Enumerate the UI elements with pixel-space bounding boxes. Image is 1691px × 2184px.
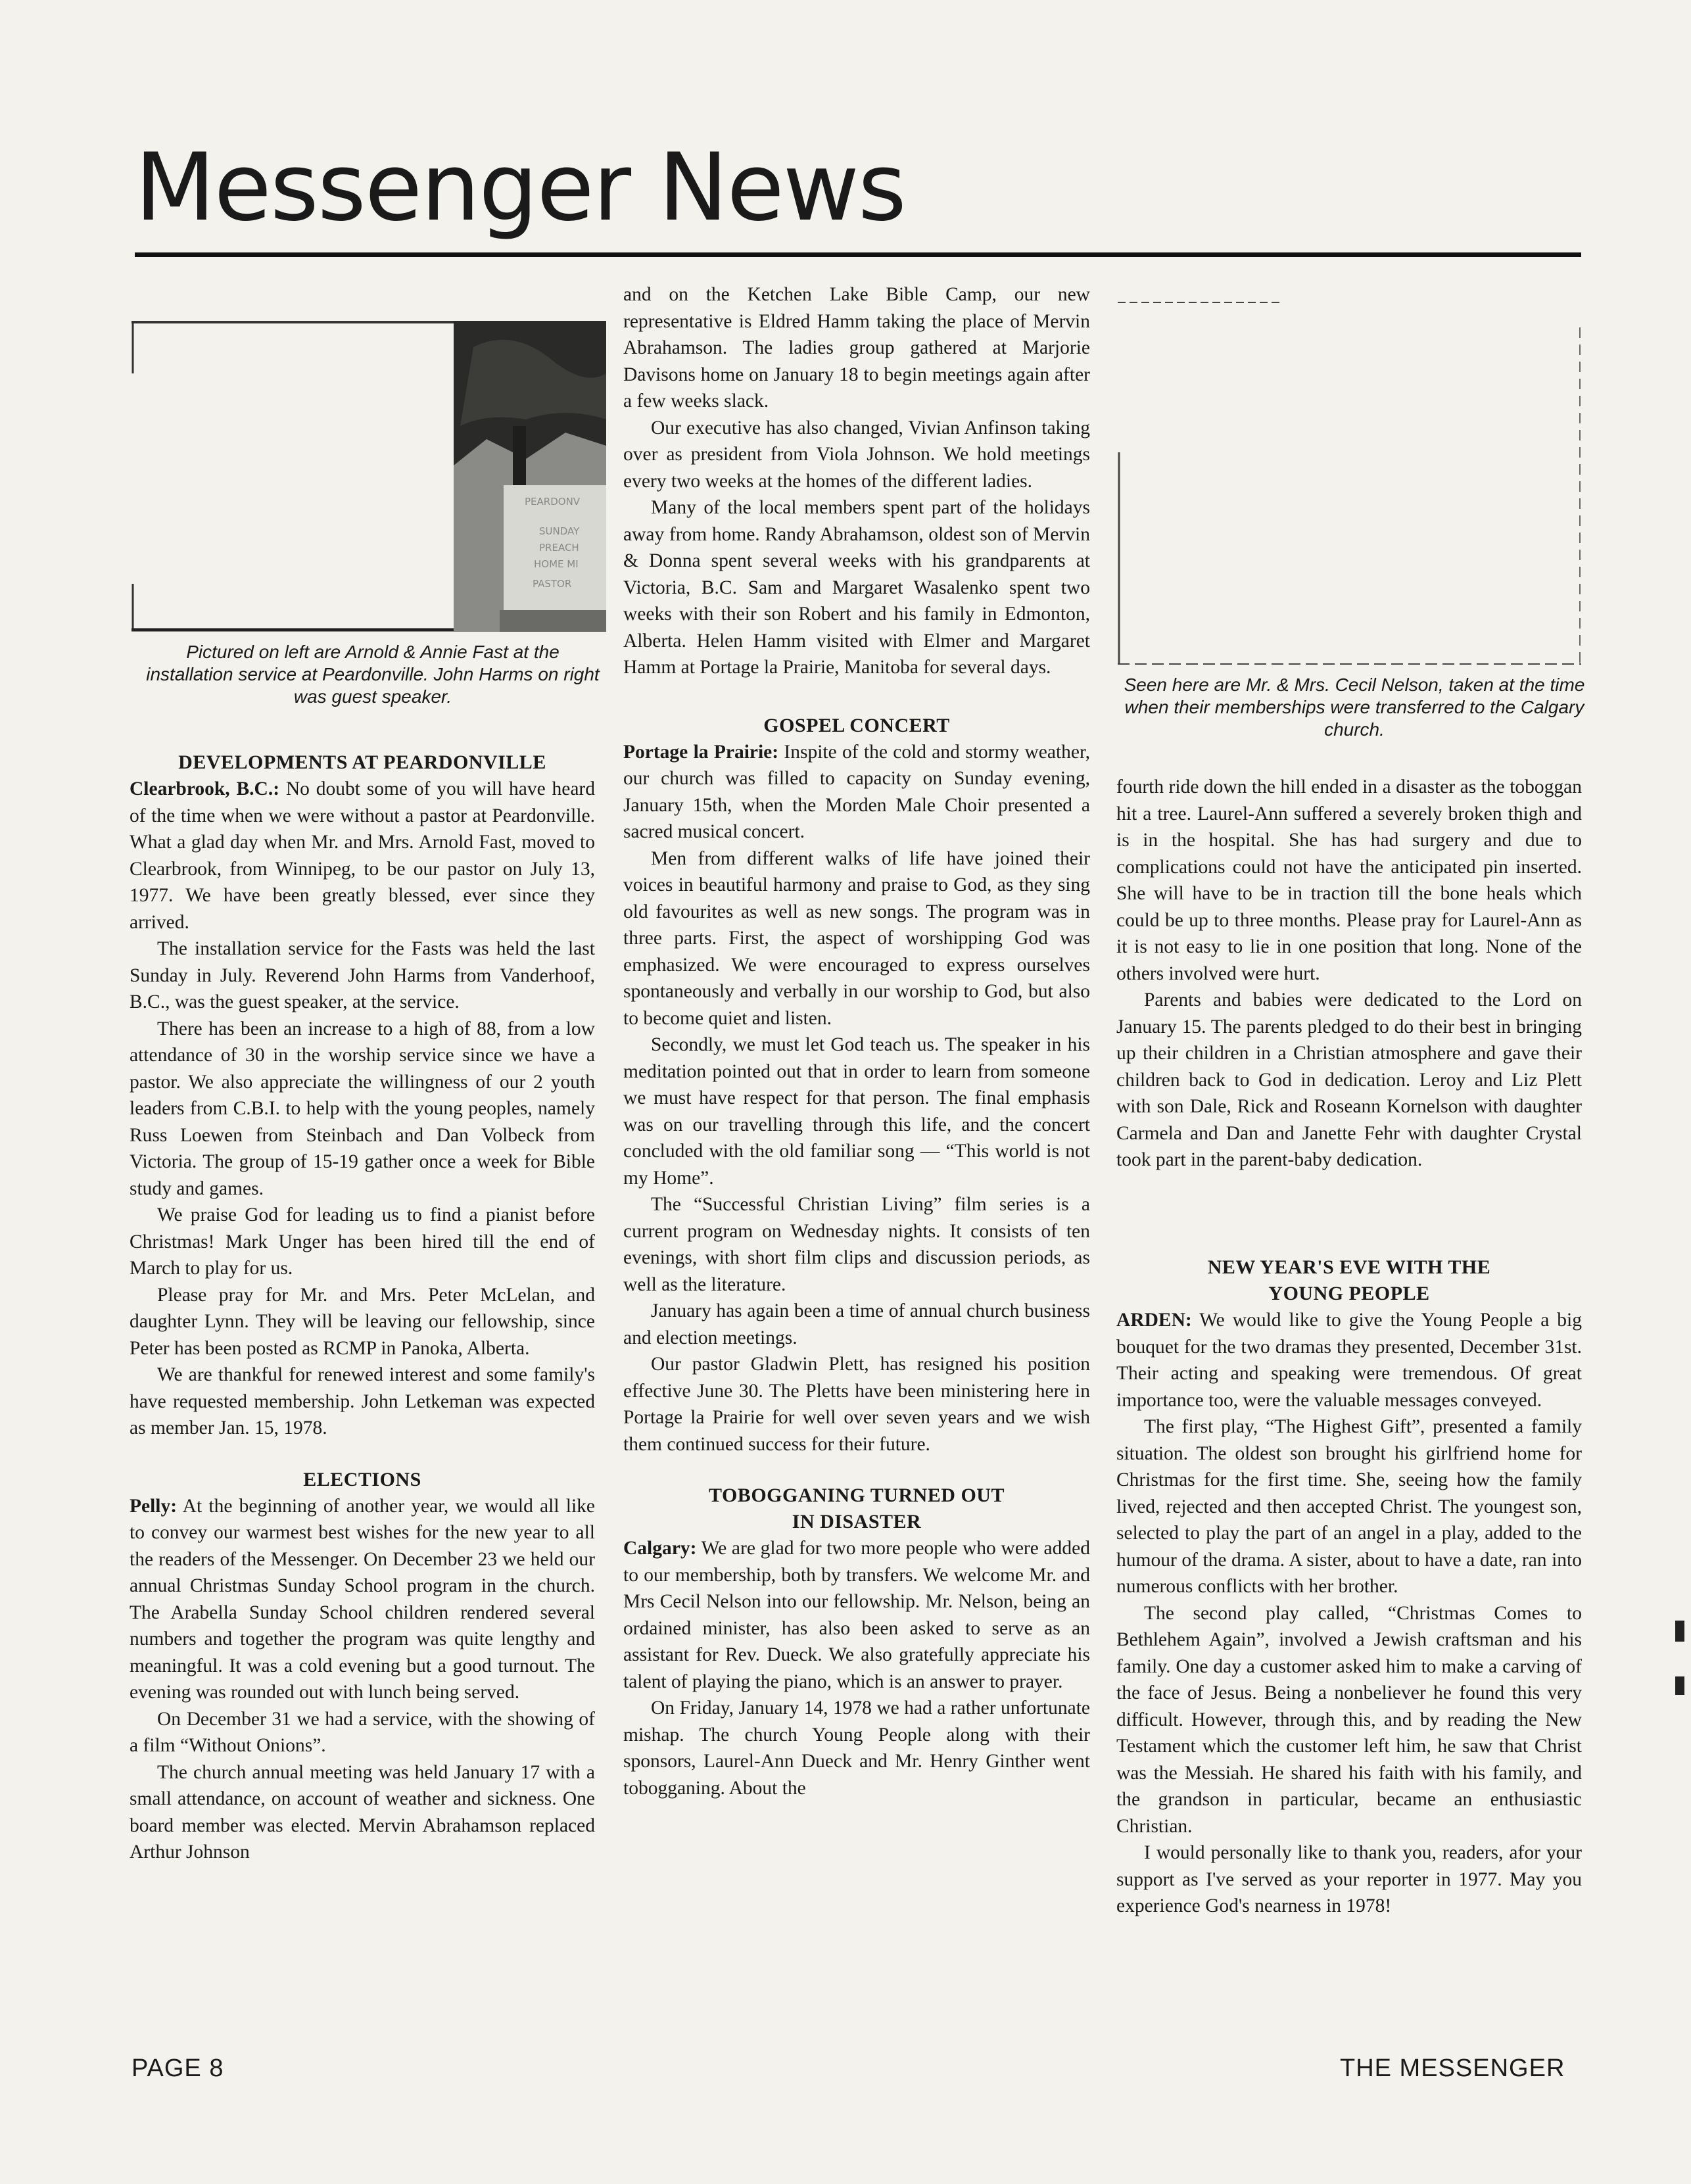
sign-line: SUNDAY (539, 525, 580, 537)
article-paragraph: Parents and babies were dedicated to the Lord on January 15. The parents pledged to do their best in bringing up their children in a Christian atmosphere and gave their children back to God in dedication. Leroy and Liz Plett with son Dale, Rick and Roseann Kornelson with daughter Carmela and Dan and Janette Fehr with daughter Crystal took part in the parent-baby dedication. (1116, 989, 1582, 1170)
sign-line: PREACH (539, 542, 579, 554)
article-paragraph: Pelly: At the beginning of another year, we would all like to convey our warmest best wishes for the new year to all the readers of the Messenger. On December 23 we held our annual Christmas Sunday School program in the church. The Arabella Sunday School children rendered several numbers and together the program was quite lengthy and meaningful. It was a cold evening but a good turnout. The evening was rounded out with lunch being served. (130, 1495, 595, 1703)
article-paragraph: On Friday, January 14, 1978 we had a rather unfortunate mishap. The church Young People along with their sponsors, Laurel-Ann Dueck and Mr. Henry Ginther went tobogganing. About the (623, 1697, 1090, 1799)
photo-caption-right: Seen here are Mr. & Mrs. Cecil Nelson, taken at the time when their memberships were transferred to the Calgary church. (1124, 675, 1585, 740)
heading-line: IN DISASTER (792, 1511, 922, 1532)
publication-name: THE MESSENGER (1340, 2054, 1565, 2082)
article-paragraph: January has again been a time of annual church business and election meetings. (623, 1300, 1090, 1348)
dateline-place: Pelly: (130, 1495, 178, 1517)
dateline-place: ARDEN: (1116, 1310, 1192, 1331)
masthead-title: Messenger News (135, 133, 905, 242)
article-heading: GOSPEL CONCERT (763, 714, 950, 736)
column-3-continued (1116, 1254, 1582, 1920)
article-paragraph: We praise God for leading us to find a pianist before Christmas! Mark Unger has been hired till the end of March to play for us. (130, 1204, 595, 1279)
dateline-place: Clearbrook, B.C.: (130, 778, 280, 799)
article-paragraph: Our pastor Gladwin Plett, has resigned his position effective June 30. The Pletts have been ministering here in Portage la Prairie for well over seven years and we wish them continued success for their future. (623, 1354, 1090, 1455)
nelson-photo (1118, 301, 1581, 666)
article-paragraph: Please pray for Mr. and Mrs. Peter McLelan, and daughter Lynn. They will be leaving our fellowship, since Peter has been posted as RCMP in Panoka, Alberta. (130, 1284, 595, 1359)
article-paragraph: There has been an increase to a high of 88, from a low attendance of 30 in the worship service since we have a pastor. We also appreciate the willingness of our 2 youth leaders from C.B.I. to help with the young peoples, namely Russ Loewen from Steinbach and Dan Volbeck from Victoria. The group of 15-19 gather once a week for Bible study and games. (130, 1018, 595, 1199)
article-paragraph: Men from different walks of life have joined their voices in beautiful harmony and praise to God, as they sing old favourites as well as new songs. The program was in three parts. First, the aspect of worshipping God was emphasized. We were encouraged to express ourselves spontaneously and verbally in our worship to God, but also to become quiet and listen. (623, 847, 1090, 1029)
page-number: PAGE 8 (131, 2054, 224, 2082)
article-paragraph: Calgary: We are glad for two more people who were added to our membership, both by transfers. We welcome Mr. and Mrs Cecil Nelson into our fellowship. Mr. Nelson, being an ordained minister, has also been asked to serve as an assistant for Rev. Dueck. We also gratefully appreciate his talent of playing the piano, which is an answer to prayer. (623, 1538, 1090, 1692)
heading-line: TOBOGGANING TURNED OUT (709, 1484, 1005, 1506)
heading-line: YOUNG PEOPLE (1268, 1283, 1430, 1304)
column-3 (1116, 774, 1582, 1174)
article-paragraph: On December 31 we had a service, with the showing of a film “Without Onions”. (130, 1708, 595, 1756)
article-heading: ELECTIONS (303, 1468, 421, 1490)
article-paragraph: ARDEN: We would like to give the Young People a big bouquet for the two dramas they presented, December 31st. Their acting and speaking were tremendous. Of great importance too, were the valuable messages conveyed. (1116, 1310, 1582, 1411)
sign-line: HOME MI (534, 558, 579, 570)
scan-edge-mark (1675, 1621, 1684, 1642)
scan-edge-mark (1675, 1676, 1684, 1695)
article-paragraph: I would personally like to thank you, readers, afor your support as I've served as your reporter in 1977. May you experience God's nearness in 1978! (1116, 1842, 1582, 1916)
article-paragraph: fourth ride down the hill ended in a disaster as the toboggan hit a tree. Laurel-Ann suffered a severely broken thigh and is in the hospital. She has had surgery and due to complications could not have the anticipated pin inserted. She will have to be in traction till the bone heals which could be up to three months. Please pray for Laurel-Ann as it is not easy to lie in one position that long. None of the others involved were hurt. (1116, 776, 1582, 984)
article-heading: DEVELOPMENTS AT PEARDONVILLE (178, 751, 546, 773)
column-2 (623, 281, 1090, 1801)
article-paragraph: Many of the local members spent part of the holidays away from home. Randy Abrahamson, oldest son of Mervin & Donna spent several weeks with his grandparents at Victoria, B.C. Sam and Margaret Wasalenko spent two weeks with their son Robert and his family in Edmonton, Alberta. Helen Hamm visited with Elmer and Margaret Hamm at Portage la Prairie, Manitoba for several days. (623, 497, 1090, 678)
article-paragraph: Clearbrook, B.C.: No doubt some of you will have heard of the time when we were without a pastor at Peardonville. What a glad day when Mr. and Mrs. Arnold Fast, moved to Clearbrook, from Winnipeg, to be our pastor on July 13, 1977. We have been greatly blessed, ever since they arrived. (130, 778, 595, 933)
article-paragraph: Portage la Prairie: Inspite of the cold and stormy weather, our church was filled to capacity on Sunday evening, January 15th, when the Morden Male Choir presented a sacred musical concert. (623, 741, 1091, 842)
article-paragraph: Secondly, we must let God teach us. The speaker in his meditation pointed out that in order to learn from someone we must have respect for that person. The final emphasis was on our travelling through this life, and the concert concluded with the old familiar song — “This world is not my Home”. (623, 1034, 1090, 1189)
installation-photo (131, 321, 606, 632)
dateline-place: Portage la Prairie: (623, 741, 779, 763)
photo-caption-left: Pictured on left are Arnold & Annie Fast at the installation service at Peardonville. John Harms on right was guest speaker. (146, 642, 600, 707)
dateline-place: Calgary: (623, 1538, 697, 1559)
article-heading (623, 1483, 1090, 1535)
sign-line: PASTOR (533, 578, 572, 590)
article-paragraph: The installation service for the Fasts was held the last Sunday in July. Reverend John Harms from Vanderhoof, B.C., was the guest speaker, at the service. (130, 938, 595, 1012)
article-paragraph: The first play, “The Highest Gift”, presented a family situation. The oldest son brought his girlfriend home for Christmas for the first time. She, seeing how the family lived, rejected and then accepted Christ. The youngest son, selected to play the part of an angel in a play, added to the humour of the drama. A sister, about to have a date, ran into numerous conflicts with her brother. (1116, 1416, 1582, 1597)
article-paragraph: We are thankful for renewed interest and some family's have requested membership. John Letkeman was expected as member Jan. 15, 1978. (130, 1364, 595, 1438)
article-paragraph: and on the Ketchen Lake Bible Camp, our new representative is Eldred Hamm taking the place of Mervin Abrahamson. The ladies group gathered at Marjorie Davisons home on January 18 to begin meetings again after a few weeks slack. (623, 284, 1090, 412)
article-paragraph: The “Successful Christian Living” film series is a current program on Wednesday nights. It consists of ten evenings, with short film clips and discussion periods, as well as the literature. (623, 1194, 1090, 1295)
heading-line: NEW YEAR'S EVE WITH THE (1207, 1256, 1491, 1278)
article-paragraph: The second play called, “Christmas Comes to Bethlehem Again”, involved a Jewish craftsman and his family. One day a customer asked him to make a carving of the face of Jesus. Being a nonbeliever he found this very difficult. However, through this, and by reading the New Testament which the customer left him, he saw that Christ was the Messiah. He shared his faith with his family, and the grandson in particular, became an enthusiastic Christian. (1116, 1602, 1582, 1837)
sign-line: PEARDONV (525, 496, 581, 508)
article-paragraph: Our executive has also changed, Vivian Anfinson taking over as president from Viola Johnson. We hold meetings every two weeks at the homes of the different ladies. (623, 417, 1090, 492)
article-paragraph: The church annual meeting was held January 17 with a small attendance, on account of weather and sickness. One board member was elected. Mervin Abrahamson replaced Arthur Johnson (130, 1761, 595, 1863)
masthead-rule (135, 252, 1581, 257)
article-heading (1116, 1254, 1582, 1307)
column-1 (130, 749, 595, 1866)
